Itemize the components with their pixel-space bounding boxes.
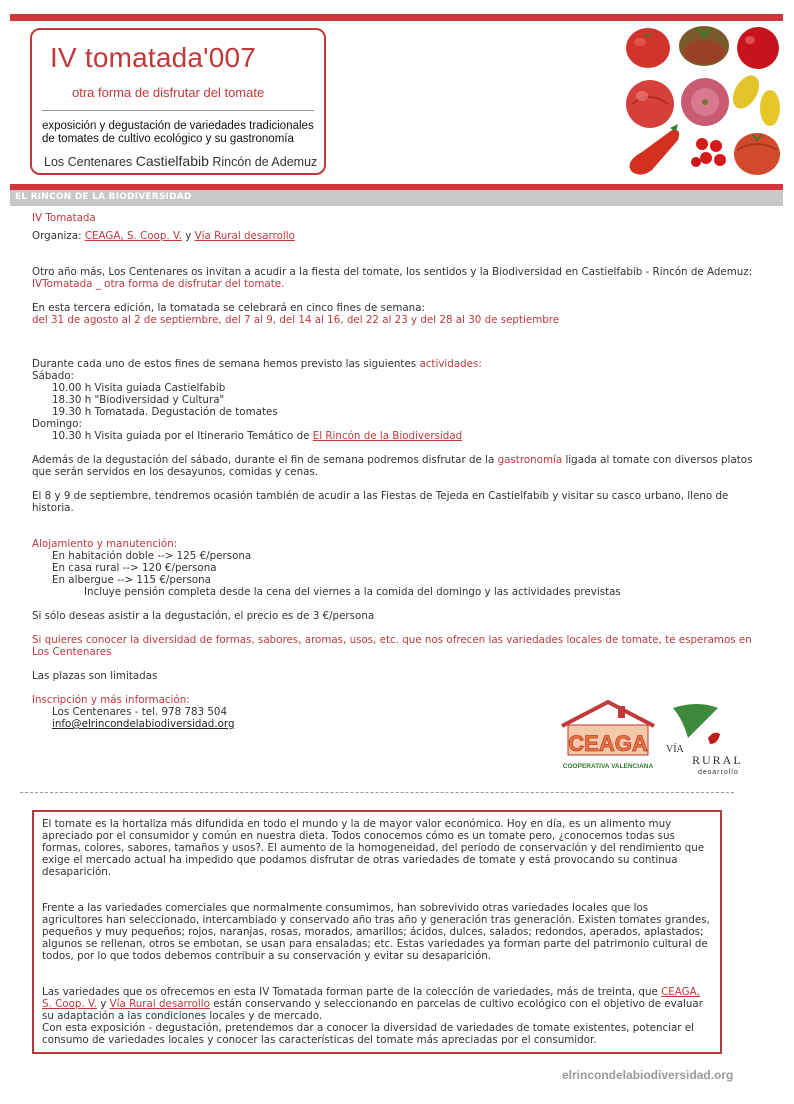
event-title: IV tomatada'007 [50,42,257,73]
tomato-icon [679,26,729,66]
accommodation-option: En casa rural --> 120 €/persona [52,562,217,574]
tomato-icon [691,138,726,167]
info-paragraph: Con esta exposición - degustación, pretendemos dar a conocer la diversidad de variedades de tomate existentes, potenciar el consumo de variedades locales y conocer las características del tomate más apreciadas por el consumidor. [42,1022,695,1046]
accommodation-option: En habitación doble --> 125 €/persona [52,550,252,562]
registration-title: Inscripción y más información: [32,694,190,706]
footer-site: elrincondelabiodiversidad.org [562,1068,734,1082]
accommodation-option: En albergue --> 115 €/persona [52,574,211,586]
tasting-price: Si sólo deseas asistir a la degustación, el precio es de 3 €/persona [32,610,375,622]
via-rural-logo[interactable] [666,704,743,776]
intro-text: Otro año más, Los Centenares os invitan a acudir a la fiesta del tomate, los sentidos y la Biodiversidad en Castielfabib - Rincón de Ademuz: [32,266,753,278]
top-red-bar [10,14,783,21]
ceaga-link[interactable]: CEAGA, S. Coop. V. [42,986,700,1010]
limited-places: Las plazas son limitadas [32,670,158,682]
rincon-biodiversidad-link[interactable]: El Rincón de la Biodiversidad [312,430,463,442]
saturday-label: Sábado: [32,370,74,382]
tomato-icon [681,78,729,126]
saturday-activity: 19.30 h Tomatada. Degustación de tomates [52,406,278,418]
via-rural-link[interactable]: Vía Rural desarrollo [194,230,295,242]
gastronomy-text: Además de la degustación del sábado, durante el fin de semana podremos disfrutar de la gastronomía ligada al tomate con diversos platos que serán servidos en los desayunos, comidas y cenas. [32,454,753,478]
sunday-label: Domingo: [32,418,82,430]
saturday-activity: 10.00 h Visita guiada Castielfabib [52,382,226,394]
info-paragraph: El tomate es la hortaliza más difundida en todo el mundo y la de mayor valor económico. Hoy en día, es un alimento muy apreciado por el consumidor y común en nuestra dieta. Todos conocemos cómo es un tomate pero, ¿conocemos todas sus formas, colores, sabores, tamaños y usos?. El aumento de la homogeneidad, del período de conservación y del rendimiento que exige el mercado actual ha impedido que podamos disfrutar de otras variedades de tomate y está provocando su continua desaparición. [42,818,705,878]
content-title: IV Tomatada [32,212,96,224]
tomato-icon [727,71,780,126]
svg-text:desarrollo: desarrollo [698,769,739,776]
accommodation-note: Incluye pensión completa desde la cena del viernes a la comida del domingo y las actividades previstas [84,586,621,598]
ceaga-logo[interactable] [562,702,654,770]
ceaga-link[interactable]: CEAGA, S. Coop. V. [84,230,182,242]
info-box [32,810,722,1054]
sunday-activity: 10.30 h Visita guiada por el Itinerario Temático de El Rincón de la Biodiversidad [52,430,463,442]
svg-text:CEAGA: CEAGA [568,731,648,756]
svg-text:COOPERATIVA VALENCIANA: COOPERATIVA VALENCIANA [562,763,654,770]
intro-highlight: IVTomatada _ otra forma de disfrutar del tomate. [32,278,285,290]
email-link[interactable]: info@elrincondelabiodiversidad.org [52,718,235,730]
section-title: EL RINCON DE LA BIODIVERSIDAD [15,192,192,202]
svg-text:VÍA: VÍA [666,744,684,755]
header-divider [42,110,314,111]
accommodation-title: Alojamiento y manutención: [32,538,178,550]
tomato-icon [626,28,670,68]
activities-intro: Durante cada uno de estos fines de semana hemos previsto las siguientes actividades: [32,358,482,370]
tomato-icon [737,27,779,69]
dates-text: del 31 de agosto al 2 de septiembre, del 7 al 9, del 14 al 16, del 22 al 23 y del 28 al 30 de septiembre [32,314,560,326]
invitation-text: Si quieres conocer la diversidad de formas, sabores, aromas, usos, etc. que nos ofrecen las variedades locales de tomate, te esperamos en Los Centenares [32,634,752,658]
event-location: Los Centenares Castielfabib Rincón de Ademuz [44,153,318,169]
tomato-icon [626,80,674,128]
section-header [10,190,783,206]
event-subtitle: otra forma de disfrutar del tomate [72,85,265,100]
info-paragraph: Las variedades que os ofrecemos en esta IV Tomatada forman parte de la colección de variedades, más de treinta, que CEAGA, S. Coop. V. y Vía Rural desarrollo están conservando y seleccionando en parcelas de cultivo ecológico con el objetivo de evaluar su adaptación a las condiciones locales y de mercado. [42,986,703,1022]
tomatoes-photo [622,22,782,180]
partner-logos [558,698,758,776]
registration-phone: Los Centenares - tel. 978 783 504 [52,706,228,718]
svg-text:RURAL: RURAL [692,753,743,767]
organizers-line: Organiza: CEAGA, S. Coop. V. y Vía Rural desarrollo [32,230,295,242]
saturday-activity: 18.30 h "Biodiversidad y Cultura" [52,394,225,406]
main-content [32,212,757,730]
edition-text: En esta tercera edición, la tomatada se celebrará en cinco fines de semana: [32,302,425,314]
dashed-divider [20,792,734,793]
tomato-icon [630,124,680,175]
tomato-icon [734,133,780,175]
info-paragraph: Frente a las variedades comerciales que normalmente consumimos, han sobrevivido otras variedades locales que los agricultores han seleccionado, intercambiado y conservado año tras año y generación tras generación. Existen tomates grandes, pequeños y muy pequeños; rojos, naranjas, rosas, morados, amarillos; ácidos, dulces, salados; redondos, aperados, aplastados; algunos se rellenan, otros se embotan, se usan para ensaladas; etc. Estas variedades ya forman parte del patrimonio cultural de todos, por lo que todos debemos contribuir a su conservación y evitar su desaparición. [42,902,710,962]
via-rural-link[interactable]: Vía Rural desarrollo [109,998,210,1010]
event-description: exposición y degustación de variedades tradicionales de tomates de cultivo ecológico y su gastronomía [42,120,314,145]
tejeda-text: El 8 y 9 de septiembre, tendremos ocasión también de acudir a las Fiestas de Tejeda en Castielfabib y visitar su casco urbano, lleno de historia. [32,490,729,514]
event-header-box [30,28,326,175]
